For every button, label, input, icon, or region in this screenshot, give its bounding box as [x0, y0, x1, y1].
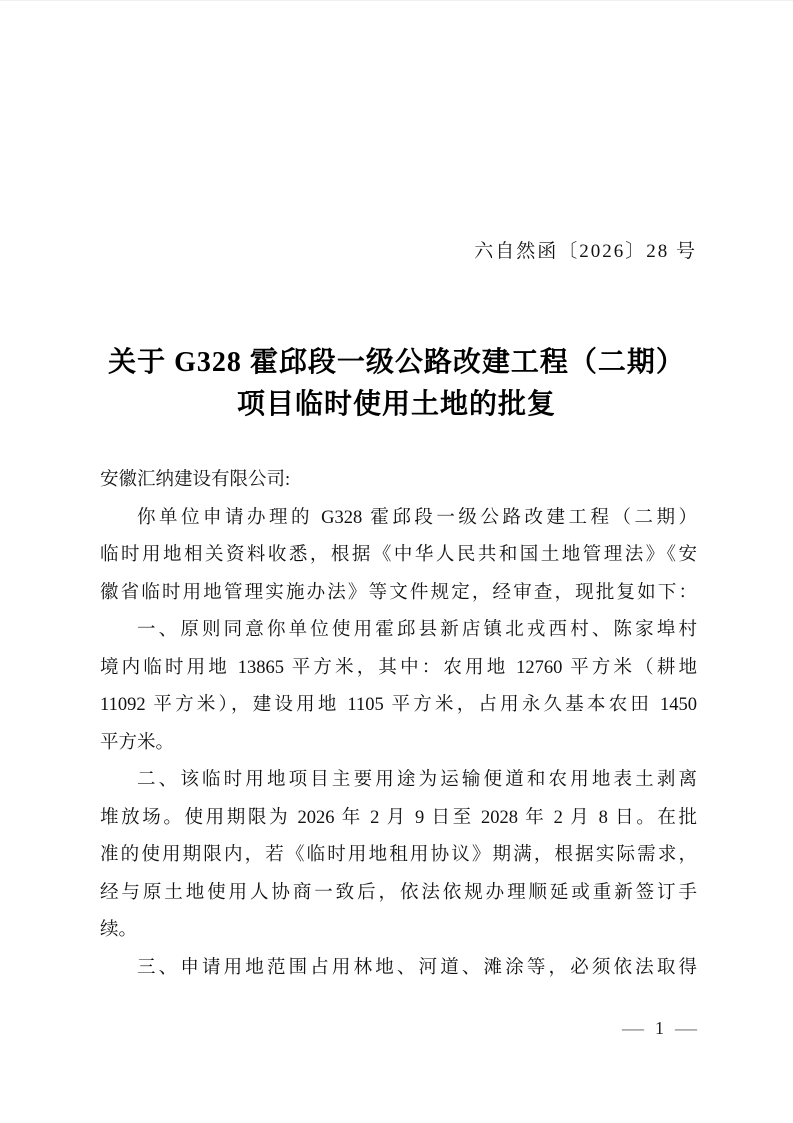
body-line: 平方米。 — [100, 732, 175, 753]
body-line: 堆放场。使用期限为 2026 年 2 月 9 日至 2028 年 2 月 8 日。在批 — [100, 807, 697, 828]
page-number — [622, 1014, 697, 1042]
body-line: 续。 — [100, 920, 138, 940]
body-line: 一、原则同意你单位使用霍邱县新店镇北戎西村、陈家埠村 — [137, 620, 697, 640]
doc-body — [100, 462, 697, 987]
doc-title-line-1: 关于 G328 霍邱段一级公路改建工程（二期） — [108, 347, 685, 378]
body-line: 徽省临时用地管理实施办法》等文件规定，经审查，现批复如下： — [100, 582, 697, 603]
body-line: 经与原土地使用人协商一致后，依法依规办理顺延或重新签订手 — [100, 882, 697, 903]
body-line: 二、该临时用地项目主要用途为运输便道和农用地表土剥离 — [137, 770, 697, 790]
body-line: 11092 平方米），建设用地 1105 平方米，占用永久基本农田 1450 — [100, 695, 697, 715]
salutation-line: 安徽汇纳建设有限公司: — [100, 470, 291, 490]
doc-number: 六自然函〔2026〕28 号 — [474, 241, 697, 262]
body-line: 三、申请用地范围占用林地、河道、滩涂等，必须依法取得 — [137, 957, 697, 978]
body-line: 准的使用期限内，若《临时用地租用协议》期满，根据实际需求， — [100, 845, 697, 865]
doc-title — [0, 342, 793, 426]
doc-title-line-2: 项目临时使用土地的批复 — [236, 389, 556, 420]
page-number-dash-right: — — [675, 1015, 697, 1040]
body-line: 境内临时用地 13865 平方米，其中：农用地 12760 平方米（耕地 — [100, 657, 697, 678]
page-number-value: 1 — [655, 1018, 664, 1038]
body-line: 你单位申请办理的 G328 霍邱段一级公路改建工程（二期） — [137, 507, 697, 528]
page-number-dash-left: — — [622, 1015, 644, 1040]
body-line: 临时用地相关资料收悉，根据《中华人民共和国土地管理法》《安 — [100, 545, 697, 565]
